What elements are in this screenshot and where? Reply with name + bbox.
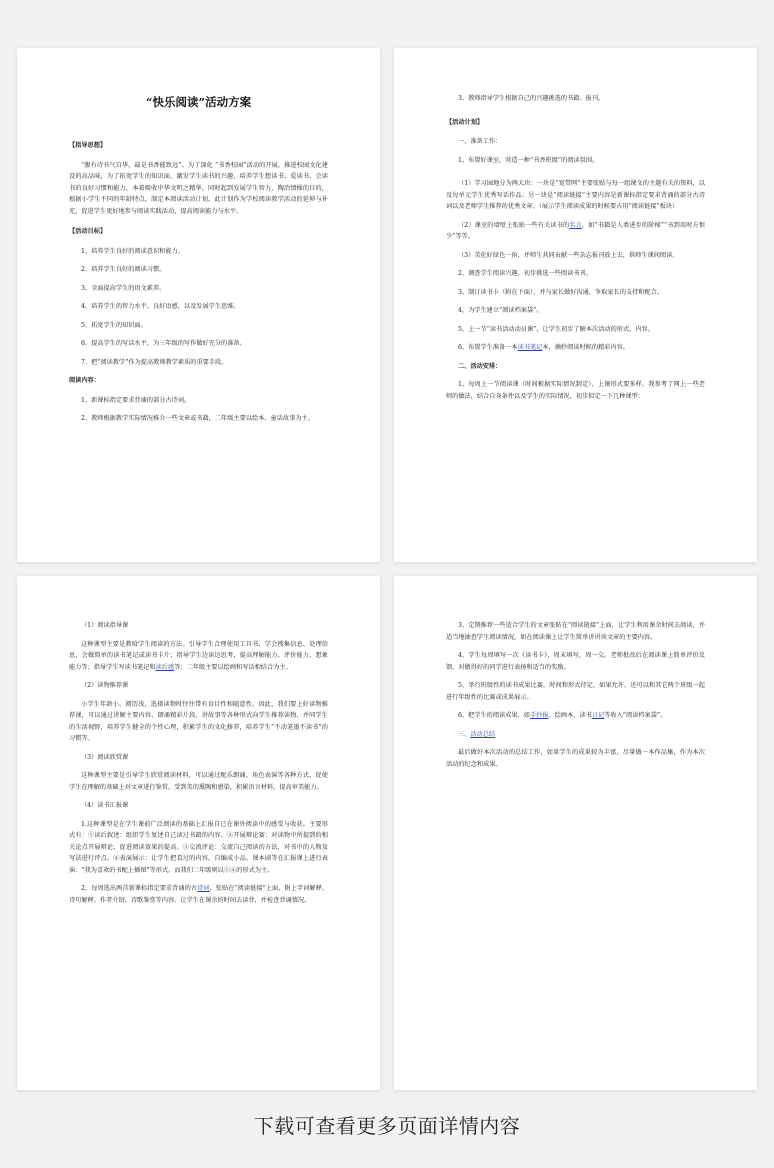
lesson-type-text [69, 639, 328, 674]
document-page-2 [394, 48, 757, 562]
text-span: ，张贴在“阅读链接”上面，附上字词解释、诗句解释、作者介绍、诗歌鉴赏等内容，让学生在课余的时间去读背，并检查背诵情况。 [69, 885, 329, 904]
arrange-item-6 [446, 710, 705, 722]
goal-heading: 【活动目标】 [69, 228, 107, 235]
prep-item-1: 1、布置好课室，营造一种“书香班级”的阅读氛围。 [458, 156, 599, 164]
diary-link[interactable]: 日记 [591, 712, 605, 719]
content-item: 2、教师根据教学实际情况推介一些文章或书籍，二年级主要以绘本、童话故事为主。 [81, 415, 314, 422]
arrange-item-3: 3、定期推荐一些适合学生的文章张贴在“阅读链接”上面，让学生利用课余时间去阅读，并适当地抽查学生阅读情况，如在阅读课上让学生简单讲讲该文章的主要内容。 [446, 622, 705, 641]
lesson-type-text: 这种课型主要是引导学生欣赏阅读材料，可以通过配乐朗诵、角色表演等各种方式，促使学生在理解的基础上对文章进行鉴赏，受到美的熏陶和感染，积累语言材料，提高审美能力。 [69, 772, 328, 791]
lesson-type-title: （2）读物推荐课 [81, 682, 129, 689]
item-3: 3、教师指导学生根据自己的兴趣挑选的书籍、报刊。 [458, 95, 605, 102]
poems-link[interactable]: 诗词 [197, 885, 210, 892]
text-span: 三、 [458, 730, 471, 738]
goal-item: 3、全面提高学生的语文素养。 [81, 284, 166, 292]
content-heading: 阅读内容： [69, 377, 100, 384]
text-span: 等；二年级主要以绘画和写话相结合为主。 [174, 663, 292, 671]
goal-item: 5、拓宽学生的知识面。 [81, 321, 147, 329]
text-span: 本，摘抄阅读时候的精彩内容。 [542, 344, 629, 351]
reflection-link[interactable]: 读后感 [155, 663, 175, 671]
lesson-type-text: 1.这种课型是在学生课前广泛阅读的基础上汇报自己在课外阅读中的感受与收获。主要形式有：①读后叙述：组织学生复述自己读过书籍的内容。②开展辩论赛：对读物中所提到的相关论点开展辩论，促进阅读效果的提高。③交流评论：交流自己阅读的方法，对书中的人物及写法进行评点。④表演展示：让学生把看过的内容，自编成小品、课本剧等在汇报课上进行表演：“我为喜欢的书配上插图”等形式。而我们二年级则以①④的形式为主。 [69, 820, 328, 874]
plan-heading: 【活动计划】 [446, 118, 484, 126]
text-span: （2）课室的墙壁上张贴一些有关读书的 [458, 221, 570, 229]
lesson-type-title: （4）读书汇报课 [81, 802, 129, 809]
text-span: 2、每周选出两首新课标指定要求背诵的古 [81, 885, 198, 892]
goal-item: 7、把“阅读教学”作为提高教师教学素质的重要手段。 [81, 358, 228, 366]
document-page-4 [394, 576, 757, 1090]
text-span: 6、把学生的阅读成果，如 [458, 712, 530, 719]
handwritten-newspaper-link[interactable]: 手抄报 [530, 712, 549, 719]
document-page-3 [17, 576, 380, 1090]
lesson-type-title: （1）阅读指导课 [81, 622, 129, 629]
text-span: 等收入“阅读档案袋”。 [604, 712, 667, 719]
prep-item-5: 5、上一节“读书活动动员课”，让学生初步了解本次活动的形式、内容。 [458, 325, 654, 333]
arrange-item-4: 4、学生每周填写一次《读书卡》，周末填写，周一交。老师批改后在阅读课上简单评价反馈，对做得好的同学进行表扬和适当的奖励。 [446, 652, 705, 671]
content-item: 1、新课标指定要求背诵的部分古诗词。 [81, 396, 191, 404]
document-title: “快乐阅读”活动方案 [145, 95, 252, 109]
summary-title [446, 729, 705, 741]
download-hint[interactable]: 下载可查看更多页面详情内容 [253, 1114, 521, 1138]
lesson-type-title: （3）阅读欣赏课 [81, 753, 129, 761]
arrange-title: 二、活动安排： [458, 362, 502, 370]
prep-item-6 [446, 342, 705, 354]
guide-heading: 【指导思想】 [69, 142, 107, 149]
prep-item-3: 3、制订读书卡（附在下面），并与家长做好沟通，争取家长的支持和配合。 [458, 288, 664, 296]
poem-paragraph [69, 883, 328, 906]
text-span: 6、布置学生准备一本 [458, 344, 518, 351]
prep-item-1c: （3）美化好绿色一角，并师生共同贡献一些杂志报刊放上去，供师生课间阅读。 [458, 251, 679, 259]
prep-item-1b [446, 220, 705, 243]
text-span: 这种课型主要是教给学生阅读的方法。引导学生合理使用工具书，学会搜集信息、处理信息，会做简单的读书笔记或读书卡片；指导学生边读边思考，提高理解能力、评价能力、想象能力等；指导学生写读书笔记和 [69, 640, 328, 671]
summary-link[interactable]: 活动总结 [470, 730, 496, 738]
prep-title: 一、准备工作： [458, 138, 502, 145]
lesson-type-text: 小学生年龄小，阅历浅，选择读物时往往带有盲目性和随意性。因此，我们要上好读物推荐课，可以通过讲解主要内容、朗诵精彩片段、讲故事等各种形式向学生推荐读物，并同学生的生活视野，培养学生健全的个性心理，积累学生的文化修养，培养学生“不动笔墨不读书”的习惯等。 [69, 700, 328, 742]
reading-notes-link[interactable]: 读书笔记 [517, 344, 543, 351]
prep-item-1a: （1）学习园地分为两大块：一块是“宽带网”主要张贴与每一组课文的主题有关的资料，以及每单元学生优秀写话作品；另一块是“阅读链接”主要内容是新课标指定要求背诵的部分古诗词以及老师学生推荐的优秀文章。（展示学生阅读成果的时候要占用“阅读链接”板块） [446, 180, 705, 210]
arrange-item-1: 1、每周上一节阅读课（时间根据实际情况制定），上课形式要多样。我参考了网上一些老师的做法，结合自身条件以及学生的实际情况，初步拟定一下几种课型： [446, 381, 705, 400]
goal-item: 4、培养学生的智力水平、良好语感，以及发展学生思维。 [81, 303, 240, 310]
goal-item: 1、培养学生良好的阅读意识和能力。 [81, 247, 184, 255]
prep-item-2: 2、调查学生阅读兴趣，初步挑选一些阅读书刊。 [458, 270, 592, 277]
quote-link[interactable]: 名言 [569, 221, 582, 229]
guide-text: “腹有诗书气自华，最是书香能致远”。为了深化 “书香校园”活动的开展，推进校园文化建设的高品味，为了拓宽学生的知识面，激发学生读书的兴趣，培养学生想读书、爱读书、会读书的良好习惯和能力，本着吸收中华文明之精华，同时起到发展学生智力、陶冶情操的目的，根据小学生不同的年龄特点，制定本阅读活动计划，此计划作为学校阅读教学活动的延伸与补充，促进学生更好地参与阅读实践活动，提高阅读能力与水平。 [69, 161, 328, 215]
text-span: ，如“书籍是人类进步的阶梯”“书到用时方恨少”等等。 [446, 221, 706, 240]
summary-text: 最后做好本次活动的总结工作，如果学生的成果较为丰富，尽量做一本作品集，作为本次活动的纪念和成果。 [446, 749, 705, 768]
goal-item: 2、培养学生良好的阅读习惯。 [81, 266, 166, 273]
document-page-1 [17, 48, 380, 562]
text-span: 、绘画本、读书 [548, 712, 592, 719]
arrange-item-5: 5、举行班级性的读书成果比赛，时间和形式待定，如果允许，还可以和其它两个班级一起进行年级性的比赛或成果展示。 [446, 682, 705, 701]
prep-item-4: 4、为学生建立“阅读档案袋”。 [458, 307, 543, 314]
goal-item: 6、提高学生的写话水平，为三年级的写作做好充分的准备。 [81, 340, 246, 347]
